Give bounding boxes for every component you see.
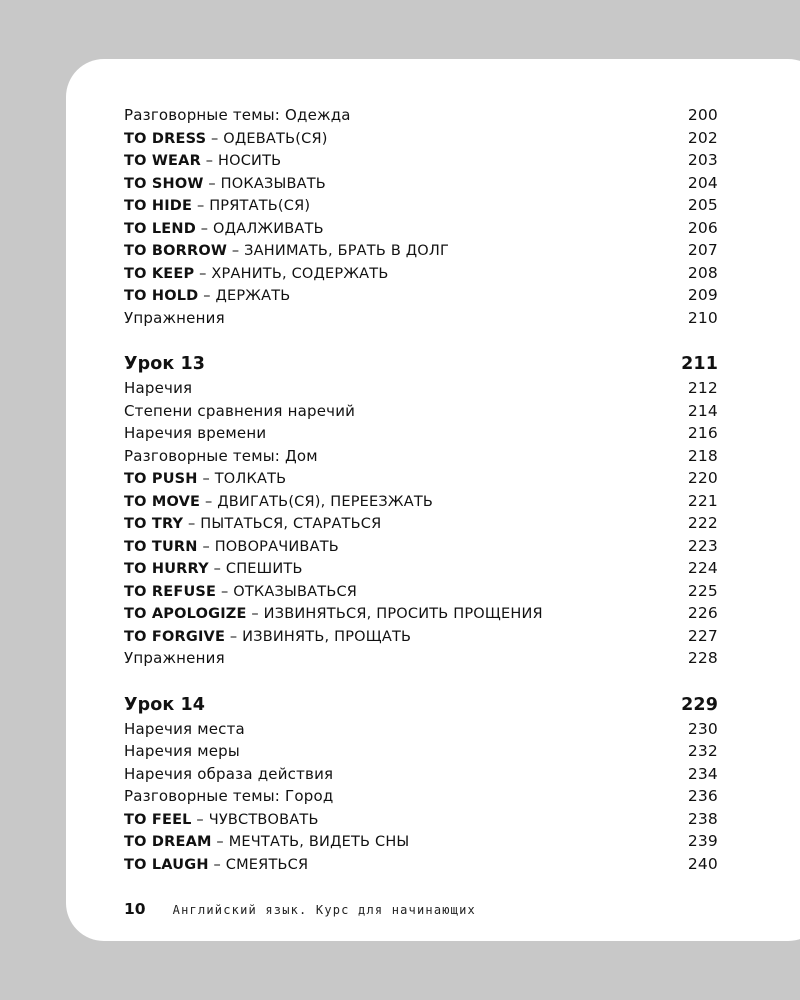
toc-verb-entry[interactable]: [124, 853, 718, 876]
entry-title: [124, 149, 688, 173]
entry-title: Наречия: [124, 379, 193, 397]
lesson-title: Урок 14: [124, 694, 206, 715]
table-of-contents: [124, 104, 718, 875]
entry-page-number: 200: [687, 106, 718, 124]
entry-title: [124, 625, 688, 649]
entry-page-number: 226: [687, 604, 718, 622]
entry-title: [124, 262, 688, 286]
entry-title: [124, 580, 688, 604]
entry-page-number: 230: [687, 719, 718, 738]
verb-russian: – ЗАНИМАТЬ, БРАТЬ В ДОЛГ: [227, 243, 450, 259]
toc-entry[interactable]: [124, 377, 718, 400]
toc-verb-entry[interactable]: [124, 602, 718, 625]
verb-russian: – ПЫТАТЬСЯ, СТАРАТЬСЯ: [183, 516, 382, 532]
footer-book-title: Английский язык. Курс для начинающих: [172, 903, 476, 917]
footer-page-number: 10: [124, 900, 146, 918]
verb-english: TO APOLOGIZE: [124, 606, 247, 622]
entry-page-number: 236: [687, 787, 718, 805]
toc-section: [124, 693, 718, 876]
entry-page-number: 223: [687, 536, 718, 555]
entry-title: [124, 172, 688, 196]
entry-title: Наречия места: [124, 719, 245, 738]
verb-russian: – ДЕРЖАТЬ: [198, 288, 291, 304]
toc-verb-entry[interactable]: [124, 149, 718, 172]
toc-verb-entry[interactable]: [124, 580, 718, 603]
verb-english: TO SHOW: [124, 175, 204, 192]
verb-english: TO BORROW: [124, 243, 228, 259]
lesson-title: Урок 13: [124, 354, 206, 374]
entry-page-number: 203: [687, 151, 718, 169]
entry-title: [124, 830, 688, 854]
verb-russian: – ДВИГАТЬ(СЯ), ПЕРЕЕЗЖАТЬ: [200, 493, 434, 510]
entry-title: [124, 194, 688, 218]
verb-russian: – ПРЯТАТЬ(СЯ): [192, 198, 311, 214]
toc-verb-entry[interactable]: [124, 808, 718, 831]
lesson-heading[interactable]: [124, 693, 718, 718]
entry-page-number: 214: [687, 401, 718, 420]
toc-verb-entry[interactable]: [124, 194, 718, 217]
entry-title: [124, 512, 688, 536]
entry-page-number: 206: [687, 218, 718, 237]
verb-russian: – ИЗВИНЯТЬ, ПРОЩАТЬ: [225, 628, 412, 645]
verb-english: TO KEEP: [124, 265, 195, 282]
verb-russian: – ОДАЛЖИВАТЬ: [195, 220, 324, 237]
page-footer: [124, 898, 476, 920]
entry-title: [124, 602, 688, 626]
verb-russian: – ИЗВИНЯТЬСЯ, ПРОСИТЬ ПРОЩЕНИЯ: [246, 606, 543, 622]
entry-page-number: 234: [687, 764, 718, 783]
toc-entry[interactable]: [124, 718, 718, 741]
verb-english: TO DREAM: [124, 834, 212, 850]
verb-english: TO LEND: [124, 220, 196, 237]
entry-page-number: 208: [687, 263, 718, 282]
verb-russian: – СПЕШИТЬ: [208, 561, 303, 577]
verb-english: TO LAUGH: [124, 856, 209, 873]
toc-verb-entry[interactable]: [124, 239, 718, 262]
entry-title: Разговорные темы: Город: [124, 787, 334, 805]
entry-page-number: 225: [687, 581, 718, 600]
toc-section: [124, 352, 718, 670]
toc-verb-entry[interactable]: [124, 217, 718, 240]
toc-entry[interactable]: [124, 763, 718, 786]
entry-page-number: 220: [687, 469, 718, 487]
verb-english: TO MOVE: [124, 493, 201, 510]
toc-verb-entry[interactable]: [124, 127, 718, 150]
toc-verb-entry[interactable]: [124, 262, 718, 285]
toc-entry[interactable]: [124, 445, 718, 468]
verb-english: TO TURN: [124, 538, 198, 555]
verb-russian: – МЕЧТАТЬ, ВИДЕТЬ СНЫ: [211, 834, 410, 850]
verb-english: TO WEAR: [124, 153, 201, 169]
toc-verb-entry[interactable]: [124, 172, 718, 195]
entry-page-number: 210: [687, 308, 718, 327]
entry-title: [124, 557, 688, 581]
entry-page-number: 240: [687, 854, 718, 873]
entry-page-number: 207: [687, 241, 718, 259]
verb-english: TO FORGIVE: [124, 628, 226, 645]
verb-russian: – ОДЕВАТЬ(СЯ): [206, 130, 328, 147]
verb-english: TO FEEL: [124, 811, 192, 828]
entry-title: Разговорные темы: Одежда: [124, 106, 351, 124]
entry-page-number: 224: [687, 559, 718, 577]
entry-page-number: 221: [687, 491, 718, 510]
entry-page-number: 227: [687, 626, 718, 645]
entry-title: Упражнения: [124, 308, 225, 327]
entry-title: [124, 127, 688, 151]
verb-english: TO HOLD: [124, 288, 199, 304]
toc-verb-entry[interactable]: [124, 830, 718, 853]
toc-verb-entry[interactable]: [124, 512, 718, 535]
verb-english: TO REFUSE: [124, 583, 217, 600]
entry-page-number: 218: [687, 446, 718, 465]
toc-entry[interactable]: [124, 104, 718, 127]
entry-page-number: 239: [687, 832, 718, 850]
entry-page-number: 209: [687, 286, 718, 304]
verb-english: TO HIDE: [124, 198, 193, 214]
verb-english: TO HURRY: [124, 561, 209, 577]
entry-page-number: 204: [687, 173, 718, 192]
verb-russian: – НОСИТЬ: [200, 153, 282, 169]
entry-title: Степени сравнения наречий: [124, 401, 356, 420]
entry-title: Разговорные темы: Дом: [124, 446, 318, 465]
verb-russian: – ЧУВСТВОВАТЬ: [191, 811, 319, 828]
verb-english: TO PUSH: [124, 471, 198, 487]
entry-page-number: 238: [687, 809, 718, 828]
entry-title: Наречия меры: [124, 742, 240, 760]
toc-entry[interactable]: [124, 307, 718, 330]
entry-page-number: 222: [687, 514, 718, 532]
verb-english: TO TRY: [124, 516, 184, 532]
entry-page-number: 232: [687, 742, 718, 760]
toc-verb-entry[interactable]: [124, 284, 718, 307]
entry-page-number: 212: [687, 379, 718, 397]
entry-title: [124, 853, 688, 877]
verb-english: TO DRESS: [124, 130, 207, 147]
toc-verb-entry[interactable]: [124, 490, 718, 513]
toc-entry[interactable]: [124, 400, 718, 423]
entry-title: [124, 217, 688, 241]
toc-section: [124, 104, 718, 329]
verb-russian: – ПОКАЗЫВАТЬ: [203, 175, 326, 192]
entry-title: [124, 284, 688, 308]
entry-title: [124, 535, 688, 559]
verb-russian: – СМЕЯТЬСЯ: [208, 856, 309, 873]
verb-russian: – ТОЛКАТЬ: [197, 471, 287, 487]
toc-entry[interactable]: [124, 740, 718, 763]
toc-entry[interactable]: [124, 422, 718, 445]
toc-verb-entry[interactable]: [124, 625, 718, 648]
lesson-page-number: 229: [681, 694, 718, 715]
entry-title: Наречия времени: [124, 424, 267, 442]
toc-verb-entry[interactable]: [124, 535, 718, 558]
verb-russian: – ПОВОРАЧИВАТЬ: [197, 538, 339, 555]
toc-entry[interactable]: [124, 647, 718, 670]
entry-title: Упражнения: [124, 649, 225, 667]
lesson-page-number: 211: [681, 354, 718, 374]
toc-entry[interactable]: [124, 785, 718, 808]
entry-page-number: 228: [687, 649, 718, 667]
entry-title: Наречия образа действия: [124, 764, 334, 783]
entry-page-number: 202: [687, 128, 718, 147]
entry-title: [124, 239, 688, 263]
lesson-heading[interactable]: [124, 352, 718, 377]
entry-page-number: 216: [687, 424, 718, 442]
entry-page-number: 205: [687, 196, 718, 214]
verb-russian: – ОТКАЗЫВАТЬСЯ: [216, 583, 358, 600]
toc-verb-entry[interactable]: [124, 467, 718, 490]
entry-title: [124, 467, 688, 491]
entry-title: [124, 808, 688, 832]
toc-verb-entry[interactable]: [124, 557, 718, 580]
verb-russian: – ХРАНИТЬ, СОДЕРЖАТЬ: [194, 265, 389, 282]
entry-title: [124, 490, 688, 514]
